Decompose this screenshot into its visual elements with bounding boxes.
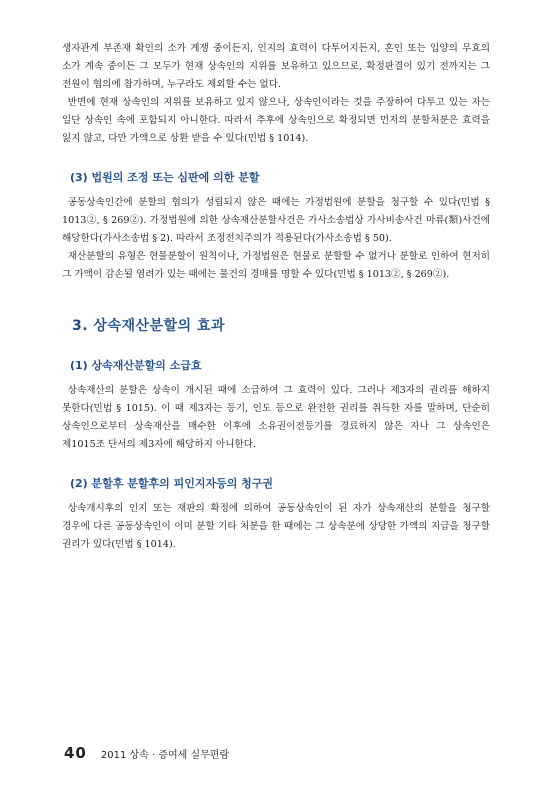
intro-paragraph-2: 반면에 현재 상속인의 지위를 보유하고 있지 않으나, 상속인이라는 것을 주장하여 다투고 있는 자는 일단 상속인 속에 포함되지 아니한다. 따라서 추후에 상속인으로 확정되면 먼저의 분할처분은 효력을 잃지 않고, 다만 가액으로 상환 받을 수 있다(민법 § 1014). xyxy=(62,97,490,144)
subsection-heading-court-division: (3) 법원의 조정 또는 심판에 의한 분할 xyxy=(70,171,260,184)
section-title-division-effects: 3. 상속재산분할의 효과 xyxy=(72,318,226,334)
subsection-heading-retroactive-effect: (1) 상속재산분할의 소급효 xyxy=(70,359,202,372)
retroactive-effect-paragraph: 상속재산의 분할은 상속이 개시된 때에 소급하여 그 효력이 있다. 그러나 제3자의 권리를 해하지 못한다(민법 § 1015). 이 때 제3자는 등기, 인도 등으로 완전한 권리를 취득한 자를 말하며, 단순히 상속인으로부터 상속재산을 매수한 이후에 소유권이전등기를 경료하지 않은 자나 그 상속인은 제1015조 단서의 제3자에 해당하지 아니한다. xyxy=(62,385,490,450)
page-footer xyxy=(64,744,229,762)
court-division-paragraph-2: 재산분할의 유형은 현물분할이 원칙이나, 가정법원은 현물로 분할할 수 없거나 분할로 인하여 현저히 그 가액이 감손될 염려가 있는 때에는 물건의 경매를 명할 수 있다(민법 § 1013②, § 269②). xyxy=(62,251,490,280)
subsection-heading-claim-right: (2) 분할후 분할후의 피인지자등의 청구권 xyxy=(70,477,274,490)
page-number: 40 xyxy=(64,744,87,762)
court-division-paragraph-1: 공동상속인간에 분할의 협의가 성립되지 않은 때에는 가정법원에 분할을 청구할 수 있다(민법 § 1013②, § 269②). 가정법원에 의한 상속재산분할사건은 가사소송법상 가사비송사건 마류(類)사건에 해당한다(가사소송법 § 2). 따라서 조정전치주의가 적용된다(가사소송법 § 50). xyxy=(62,197,490,244)
page-body xyxy=(62,40,490,554)
claim-right-paragraph: 상속개시후의 인지 또는 재판의 확정에 의하여 공동상속인이 된 자가 상속재산의 분할을 청구할 경우에 다른 공동상속인이 이미 분할 기타 처분을 한 때에는 그 상속분에 상당한 가액의 지급을 청구할 권리가 있다(민법 § 1014). xyxy=(62,503,490,550)
book-title: 2011 상속 · 증여세 실무편람 xyxy=(100,750,230,761)
intro-paragraph-1: 생자관계 부존재 확인의 소가 계쟁 중이든지, 인지의 효력이 다투어지든지, 혼인 또는 입양의 무효의 소가 계속 중이든 그 모두가 현재 상속인의 지위를 보유하고 있으므로, 확정판결이 있기 전까지는 그 전원이 협의에 참가하며, 누구라도 제외할 수는 없다. xyxy=(62,43,490,90)
